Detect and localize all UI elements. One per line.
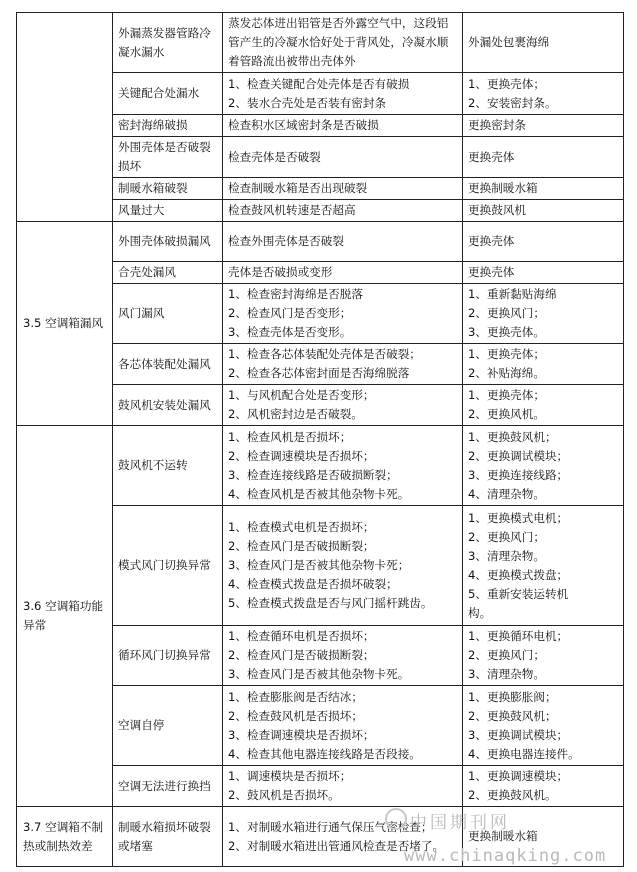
fault-cell: 外围壳体是否破裂损坏 xyxy=(113,137,223,178)
fix-cell: 更换制暖水箱 xyxy=(463,178,624,200)
fix-cell: 更换壳体 xyxy=(463,262,624,284)
check-cell: 检查鼓风机转速是否超高 xyxy=(223,200,463,222)
section-cell: 3.5 空调箱漏风 xyxy=(17,222,113,426)
fault-cell: 外围壳体破损漏风 xyxy=(113,222,223,262)
fix-cell: 更换鼓风机 xyxy=(463,200,624,222)
check-cell: 1、与风机配合处是否变形； 2、风机密封边是否破裂。 xyxy=(223,385,463,426)
table-row xyxy=(17,426,624,506)
check-cell: 壳体是否破损或变形 xyxy=(223,262,463,284)
check-cell: 1、检查各芯体装配处壳体是否破裂； 2、检查各芯体密封面是否海绵脱落 xyxy=(223,344,463,385)
watermark-text: 中国期刊网 xyxy=(410,813,510,833)
fault-cell: 空调无法进行换挡 xyxy=(113,766,223,807)
fix-cell: 1、重新黏贴海绵 2、更换风门； 3、更换壳体。 xyxy=(463,284,624,344)
fix-cell: 外漏处包裹海绵 xyxy=(463,13,624,73)
fault-cell: 空调自停 xyxy=(113,686,223,766)
fix-cell: 1、更换壳体； 2、更换风机。 xyxy=(463,385,624,426)
check-cell: 检查外围壳体是否破裂 xyxy=(223,222,463,262)
section-cell: 3.7 空调箱不制热或制热效差 xyxy=(17,807,113,867)
check-cell: 1、检查模式电机是否损坏； 2、检查风门是否破损断裂； 3、检查风门是否被其他杂物卡死； 4、检查模式拨盘是否损坏破裂； 5、检查模式拨盘是否与风门摇杆跳齿。 xyxy=(223,506,463,626)
check-cell: 1、检查密封海绵是否脱落 2、检查风门是否变形； 3、检查壳体是否变形。 xyxy=(223,284,463,344)
check-cell: 1、对制暖水箱进行通气保压气密检查； 2、对制暖水箱进出管通风检查是否堵了。 xyxy=(223,807,463,867)
fix-cell: 1、更换壳体； 2、补贴海绵。 xyxy=(463,344,624,385)
section-cell xyxy=(17,13,113,222)
check-cell: 1、调速模块是否损坏； 2、鼓风机是否损坏。 xyxy=(223,766,463,807)
fault-cell: 风量过大 xyxy=(113,200,223,222)
fix-cell: 更换密封条 xyxy=(463,115,624,137)
fix-cell: 更换壳体 xyxy=(463,222,624,262)
check-cell: 检查积水区域密封条是否破损 xyxy=(223,115,463,137)
table-row xyxy=(17,222,624,262)
fix-cell: 1、更换鼓风机； 2、更换调试模块； 3、更换连接线路； 4、清理杂物。 xyxy=(463,426,624,506)
fix-cell: 更换制暖水箱 xyxy=(463,807,624,867)
fix-cell: 1、更换调速模块； 2、更换鼓风机。 xyxy=(463,766,624,807)
fault-cell: 模式风门切换异常 xyxy=(113,506,223,626)
fault-cell: 各芯体装配处漏风 xyxy=(113,344,223,385)
fault-cell: 制暖水箱损坏破裂或堵塞 xyxy=(113,807,223,867)
fault-cell: 制暖水箱破裂 xyxy=(113,178,223,200)
check-cell: 1、检查膨胀阀是否结冰； 2、检查鼓风机是否损坏； 3、检查调速模块是否损坏； 4、检查其他电器连接线路是否段接。 xyxy=(223,686,463,766)
check-cell: 检查壳体是否破裂 xyxy=(223,137,463,178)
check-cell: 蒸发芯体进出铝管是否外露空气中，这段铝管产生的冷凝水恰好处于背风处，冷凝水顺着管路流出被带出壳体外 xyxy=(223,13,463,73)
fault-cell: 风门漏风 xyxy=(113,284,223,344)
table-row xyxy=(17,13,624,73)
fix-cell: 1、更换循环电机； 2、更换风门； 3、清理杂物。 xyxy=(463,626,624,686)
fix-cell: 1、更换膨胀阀； 2、更换鼓风机； 3、更换调试模块； 4、更换电器连接件。 xyxy=(463,686,624,766)
fault-cell: 合壳处漏风 xyxy=(113,262,223,284)
fault-cell: 鼓风机不运转 xyxy=(113,426,223,506)
check-cell: 1、检查关键配合处壳体是否有破损 2、装水合壳处是否装有密封条 xyxy=(223,73,463,115)
watermark-logo-icon xyxy=(385,808,407,830)
fix-cell: 更换壳体 xyxy=(463,137,624,178)
check-cell: 检查制暖水箱是否出现破裂 xyxy=(223,178,463,200)
fault-cell: 密封海绵破损 xyxy=(113,115,223,137)
section-cell: 3.6 空调箱功能异常 xyxy=(17,426,113,807)
fault-cell: 鼓风机安装处漏风 xyxy=(113,385,223,426)
fault-cell: 循环风门切换异常 xyxy=(113,626,223,686)
check-cell: 1、检查风机是否损坏； 2、检查调速模块是否损坏； 3、检查连接线路是否破损断裂； 4、检查风机是否被其他杂物卡死。 xyxy=(223,426,463,506)
check-cell: 1、检查循环电机是否损坏； 2、检查风门是否破损断裂； 3、检查风门是否被其他杂物卡死。 xyxy=(223,626,463,686)
fix-cell: 1、更换模式电机； 2、更换风门； 3、清理杂物。 4、更换模式拨盘； 5、重新安装运转机 构。 xyxy=(463,506,624,626)
fault-cell: 外漏蒸发器管路冷凝水漏水 xyxy=(113,13,223,73)
fault-table xyxy=(16,12,624,867)
watermark-url: www.chinaqking.com xyxy=(404,846,607,866)
fix-cell: 1、更换壳体； 2、安装密封条。 xyxy=(463,73,624,115)
fault-cell: 关键配合处漏水 xyxy=(113,73,223,115)
